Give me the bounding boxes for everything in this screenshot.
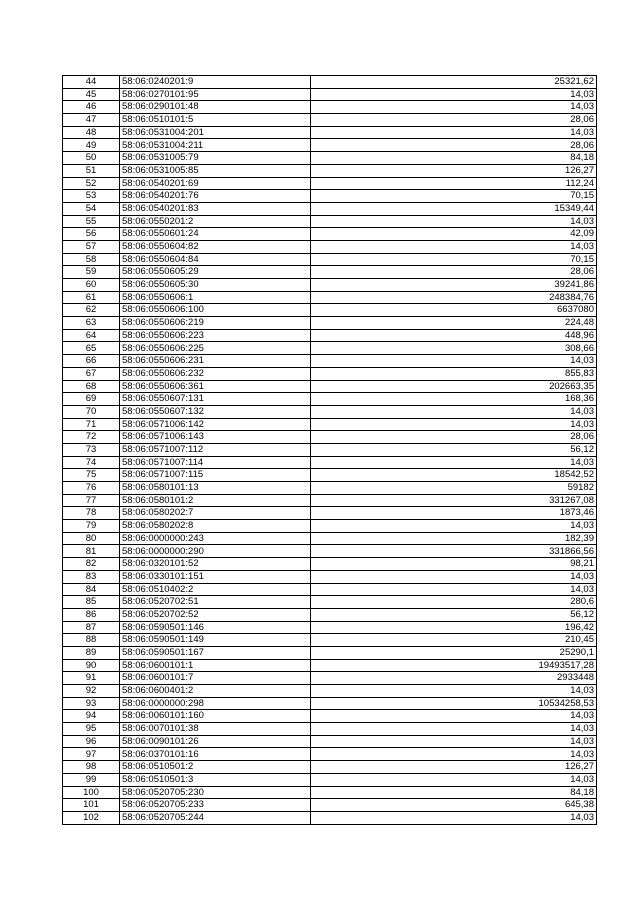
table-row bbox=[63, 748, 597, 761]
table-row bbox=[63, 215, 597, 228]
value-cell: 59182 bbox=[311, 482, 597, 495]
value-cell: 14,03 bbox=[311, 748, 597, 761]
value-cell: 14,03 bbox=[311, 811, 597, 824]
cadastral-number-cell: 58:06:0600101:1 bbox=[120, 659, 311, 672]
value-cell: 14,03 bbox=[311, 418, 597, 431]
cadastral-number-cell: 58:06:0370101:16 bbox=[120, 748, 311, 761]
table-row bbox=[63, 177, 597, 190]
value-cell: 248384,76 bbox=[311, 291, 597, 304]
row-number-cell: 69 bbox=[63, 393, 120, 406]
table-body bbox=[63, 76, 597, 825]
table-row bbox=[63, 558, 597, 571]
table-row bbox=[63, 88, 597, 101]
row-number-cell: 92 bbox=[63, 685, 120, 698]
value-cell: 2933448 bbox=[311, 672, 597, 685]
table-row bbox=[63, 469, 597, 482]
row-number-cell: 66 bbox=[63, 355, 120, 368]
value-cell: 56,12 bbox=[311, 443, 597, 456]
cadastral-number-cell: 58:06:0000000:243 bbox=[120, 532, 311, 545]
cadastral-number-cell: 58:06:0550606:1 bbox=[120, 291, 311, 304]
row-number-cell: 83 bbox=[63, 570, 120, 583]
cadastral-number-cell: 58:06:0550607:131 bbox=[120, 393, 311, 406]
row-number-cell: 84 bbox=[63, 583, 120, 596]
value-cell: 14,03 bbox=[311, 710, 597, 723]
row-number-cell: 78 bbox=[63, 507, 120, 520]
row-number-cell: 58 bbox=[63, 253, 120, 266]
table-row bbox=[63, 710, 597, 723]
row-number-cell: 99 bbox=[63, 773, 120, 786]
table-row bbox=[63, 456, 597, 469]
cadastral-number-cell: 58:06:0580101:13 bbox=[120, 482, 311, 495]
table-row bbox=[63, 126, 597, 139]
row-number-cell: 62 bbox=[63, 304, 120, 317]
cadastral-number-cell: 58:06:0000000:298 bbox=[120, 697, 311, 710]
cadastral-number-cell: 58:06:0531004:211 bbox=[120, 139, 311, 152]
table-row bbox=[63, 443, 597, 456]
cadastral-number-cell: 58:06:0571007:112 bbox=[120, 443, 311, 456]
value-cell: 14,03 bbox=[311, 723, 597, 736]
value-cell: 39241,86 bbox=[311, 279, 597, 292]
value-cell: 56,12 bbox=[311, 608, 597, 621]
table-row bbox=[63, 646, 597, 659]
value-cell: 855,83 bbox=[311, 367, 597, 380]
cadastral-number-cell: 58:06:0330101:151 bbox=[120, 570, 311, 583]
table-row bbox=[63, 279, 597, 292]
value-cell: 224,48 bbox=[311, 317, 597, 330]
cadastral-number-cell: 58:06:0510101:5 bbox=[120, 114, 311, 127]
table-row bbox=[63, 329, 597, 342]
value-cell: 196,42 bbox=[311, 621, 597, 634]
row-number-cell: 54 bbox=[63, 202, 120, 215]
row-number-cell: 45 bbox=[63, 88, 120, 101]
cadastral-number-cell: 58:06:0590501:167 bbox=[120, 646, 311, 659]
value-cell: 28,06 bbox=[311, 266, 597, 279]
table-row bbox=[63, 761, 597, 774]
row-number-cell: 49 bbox=[63, 139, 120, 152]
value-cell: 308,66 bbox=[311, 342, 597, 355]
table-row bbox=[63, 114, 597, 127]
row-number-cell: 74 bbox=[63, 456, 120, 469]
table-row bbox=[63, 672, 597, 685]
row-number-cell: 71 bbox=[63, 418, 120, 431]
cadastral-number-cell: 58:06:0550605:29 bbox=[120, 266, 311, 279]
table-row bbox=[63, 596, 597, 609]
value-cell: 14,03 bbox=[311, 520, 597, 533]
table-row bbox=[63, 228, 597, 241]
cadastral-number-cell: 58:06:0550605:30 bbox=[120, 279, 311, 292]
row-number-cell: 47 bbox=[63, 114, 120, 127]
row-number-cell: 44 bbox=[63, 76, 120, 89]
table-row bbox=[63, 507, 597, 520]
cadastral-number-cell: 58:06:0580202:8 bbox=[120, 520, 311, 533]
table-row bbox=[63, 431, 597, 444]
table-row bbox=[63, 659, 597, 672]
row-number-cell: 87 bbox=[63, 621, 120, 634]
table-row bbox=[63, 342, 597, 355]
value-cell: 331267,08 bbox=[311, 494, 597, 507]
row-number-cell: 100 bbox=[63, 786, 120, 799]
value-cell: 210,45 bbox=[311, 634, 597, 647]
cadastral-number-cell: 58:06:0580101:2 bbox=[120, 494, 311, 507]
cadastral-number-cell: 58:06:0520705:230 bbox=[120, 786, 311, 799]
table-row bbox=[63, 367, 597, 380]
value-cell: 14,03 bbox=[311, 735, 597, 748]
table-row bbox=[63, 405, 597, 418]
cadastral-number-cell: 58:06:0550606:219 bbox=[120, 317, 311, 330]
value-cell: 448,96 bbox=[311, 329, 597, 342]
value-cell: 14,03 bbox=[311, 215, 597, 228]
row-number-cell: 86 bbox=[63, 608, 120, 621]
cadastral-number-cell: 58:06:0571007:115 bbox=[120, 469, 311, 482]
row-number-cell: 80 bbox=[63, 532, 120, 545]
table-row bbox=[63, 202, 597, 215]
value-cell: 331866,56 bbox=[311, 545, 597, 558]
row-number-cell: 50 bbox=[63, 152, 120, 165]
value-cell: 6637080 bbox=[311, 304, 597, 317]
table-row bbox=[63, 76, 597, 89]
value-cell: 10534258,53 bbox=[311, 697, 597, 710]
value-cell: 14,03 bbox=[311, 126, 597, 139]
row-number-cell: 68 bbox=[63, 380, 120, 393]
table-row bbox=[63, 697, 597, 710]
cadastral-number-cell: 58:06:0550606:225 bbox=[120, 342, 311, 355]
value-cell: 14,03 bbox=[311, 583, 597, 596]
table-row bbox=[63, 266, 597, 279]
cadastral-number-cell: 58:06:0270101:95 bbox=[120, 88, 311, 101]
cadastral-number-cell: 58:06:0290101:48 bbox=[120, 101, 311, 114]
row-number-cell: 73 bbox=[63, 443, 120, 456]
cadastral-number-cell: 58:06:0090101:26 bbox=[120, 735, 311, 748]
cadastral-number-cell: 58:06:0550601:24 bbox=[120, 228, 311, 241]
cadastral-number-cell: 58:06:0520705:233 bbox=[120, 799, 311, 812]
value-cell: 14,03 bbox=[311, 355, 597, 368]
value-cell: 25321,62 bbox=[311, 76, 597, 89]
cadastral-number-cell: 58:06:0590501:146 bbox=[120, 621, 311, 634]
cadastral-number-cell: 58:06:0520705:244 bbox=[120, 811, 311, 824]
value-cell: 14,03 bbox=[311, 773, 597, 786]
value-cell: 1873,46 bbox=[311, 507, 597, 520]
cadastral-number-cell: 58:06:0600401:2 bbox=[120, 685, 311, 698]
row-number-cell: 97 bbox=[63, 748, 120, 761]
table-row bbox=[63, 291, 597, 304]
value-cell: 182,39 bbox=[311, 532, 597, 545]
cadastral-number-cell: 58:06:0320101:52 bbox=[120, 558, 311, 571]
value-cell: 14,03 bbox=[311, 456, 597, 469]
row-number-cell: 63 bbox=[63, 317, 120, 330]
cadastral-number-cell: 58:06:0550607:132 bbox=[120, 405, 311, 418]
row-number-cell: 75 bbox=[63, 469, 120, 482]
cadastral-number-cell: 58:06:0580202:7 bbox=[120, 507, 311, 520]
table-row bbox=[63, 735, 597, 748]
row-number-cell: 64 bbox=[63, 329, 120, 342]
table-row bbox=[63, 811, 597, 824]
cadastral-number-cell: 58:06:0600101:7 bbox=[120, 672, 311, 685]
value-cell: 98,21 bbox=[311, 558, 597, 571]
row-number-cell: 79 bbox=[63, 520, 120, 533]
cadastral-number-cell: 58:06:0550606:223 bbox=[120, 329, 311, 342]
row-number-cell: 90 bbox=[63, 659, 120, 672]
value-cell: 126,27 bbox=[311, 761, 597, 774]
table-row bbox=[63, 621, 597, 634]
cadastral-number-cell: 58:06:0571007:114 bbox=[120, 456, 311, 469]
table-row bbox=[63, 773, 597, 786]
cadastral-number-cell: 58:06:0240201:9 bbox=[120, 76, 311, 89]
cadastral-number-cell: 58:06:0550606:232 bbox=[120, 367, 311, 380]
value-cell: 14,03 bbox=[311, 240, 597, 253]
value-cell: 15349,44 bbox=[311, 202, 597, 215]
value-cell: 28,06 bbox=[311, 431, 597, 444]
cadastral-number-cell: 58:06:0510402:2 bbox=[120, 583, 311, 596]
value-cell: 14,03 bbox=[311, 685, 597, 698]
row-number-cell: 46 bbox=[63, 101, 120, 114]
row-number-cell: 51 bbox=[63, 164, 120, 177]
cadastral-number-cell: 58:06:0531005:79 bbox=[120, 152, 311, 165]
row-number-cell: 85 bbox=[63, 596, 120, 609]
table-row bbox=[63, 164, 597, 177]
cadastral-number-cell: 58:06:0590501:149 bbox=[120, 634, 311, 647]
table-row bbox=[63, 101, 597, 114]
row-number-cell: 93 bbox=[63, 697, 120, 710]
row-number-cell: 60 bbox=[63, 279, 120, 292]
table-row bbox=[63, 482, 597, 495]
value-cell: 202663,35 bbox=[311, 380, 597, 393]
table-row bbox=[63, 570, 597, 583]
table-row bbox=[63, 494, 597, 507]
row-number-cell: 95 bbox=[63, 723, 120, 736]
row-number-cell: 72 bbox=[63, 431, 120, 444]
table-row bbox=[63, 545, 597, 558]
table-row bbox=[63, 532, 597, 545]
table-row bbox=[63, 418, 597, 431]
row-number-cell: 81 bbox=[63, 545, 120, 558]
row-number-cell: 55 bbox=[63, 215, 120, 228]
row-number-cell: 88 bbox=[63, 634, 120, 647]
cadastral-number-cell: 58:06:0531005:85 bbox=[120, 164, 311, 177]
row-number-cell: 65 bbox=[63, 342, 120, 355]
table-row bbox=[63, 723, 597, 736]
table-row bbox=[63, 317, 597, 330]
row-number-cell: 56 bbox=[63, 228, 120, 241]
row-number-cell: 101 bbox=[63, 799, 120, 812]
value-cell: 112,24 bbox=[311, 177, 597, 190]
cadastral-number-cell: 58:06:0571006:143 bbox=[120, 431, 311, 444]
cadastral-number-cell: 58:06:0550604:84 bbox=[120, 253, 311, 266]
table-row bbox=[63, 685, 597, 698]
cadastral-number-cell: 58:06:0550606:231 bbox=[120, 355, 311, 368]
cadastral-number-cell: 58:06:0550606:100 bbox=[120, 304, 311, 317]
table-row bbox=[63, 634, 597, 647]
row-number-cell: 61 bbox=[63, 291, 120, 304]
value-cell: 70,15 bbox=[311, 190, 597, 203]
cadastral-number-cell: 58:06:0550201:2 bbox=[120, 215, 311, 228]
cadastral-number-cell: 58:06:0540201:83 bbox=[120, 202, 311, 215]
table-row bbox=[63, 380, 597, 393]
value-cell: 14,03 bbox=[311, 405, 597, 418]
value-cell: 70,15 bbox=[311, 253, 597, 266]
row-number-cell: 102 bbox=[63, 811, 120, 824]
value-cell: 645,38 bbox=[311, 799, 597, 812]
cadastral-number-cell: 58:06:0000000:290 bbox=[120, 545, 311, 558]
value-cell: 280,6 bbox=[311, 596, 597, 609]
row-number-cell: 82 bbox=[63, 558, 120, 571]
table-row bbox=[63, 304, 597, 317]
cadastral-number-cell: 58:06:0520702:51 bbox=[120, 596, 311, 609]
value-cell: 42,09 bbox=[311, 228, 597, 241]
table-row bbox=[63, 786, 597, 799]
table-row bbox=[63, 139, 597, 152]
table-row bbox=[63, 608, 597, 621]
value-cell: 84,18 bbox=[311, 786, 597, 799]
row-number-cell: 59 bbox=[63, 266, 120, 279]
cadastral-number-cell: 58:06:0510501:3 bbox=[120, 773, 311, 786]
table-row bbox=[63, 152, 597, 165]
value-cell: 28,06 bbox=[311, 139, 597, 152]
value-cell: 14,03 bbox=[311, 101, 597, 114]
cadastral-number-cell: 58:06:0070101:38 bbox=[120, 723, 311, 736]
row-number-cell: 76 bbox=[63, 482, 120, 495]
row-number-cell: 91 bbox=[63, 672, 120, 685]
table-row bbox=[63, 393, 597, 406]
value-cell: 25290,1 bbox=[311, 646, 597, 659]
row-number-cell: 67 bbox=[63, 367, 120, 380]
row-number-cell: 77 bbox=[63, 494, 120, 507]
value-cell: 14,03 bbox=[311, 88, 597, 101]
cadastral-number-cell: 58:06:0510501:2 bbox=[120, 761, 311, 774]
cadastral-table bbox=[62, 75, 597, 825]
row-number-cell: 53 bbox=[63, 190, 120, 203]
value-cell: 14,03 bbox=[311, 570, 597, 583]
cadastral-number-cell: 58:06:0540201:76 bbox=[120, 190, 311, 203]
value-cell: 18542,52 bbox=[311, 469, 597, 482]
table-row bbox=[63, 190, 597, 203]
row-number-cell: 94 bbox=[63, 710, 120, 723]
cadastral-number-cell: 58:06:0060101:160 bbox=[120, 710, 311, 723]
value-cell: 84,18 bbox=[311, 152, 597, 165]
row-number-cell: 57 bbox=[63, 240, 120, 253]
value-cell: 168,36 bbox=[311, 393, 597, 406]
cadastral-number-cell: 58:06:0550604:82 bbox=[120, 240, 311, 253]
row-number-cell: 96 bbox=[63, 735, 120, 748]
table-row bbox=[63, 520, 597, 533]
table-row bbox=[63, 799, 597, 812]
cadastral-number-cell: 58:06:0540201:69 bbox=[120, 177, 311, 190]
cadastral-number-cell: 58:06:0550606:361 bbox=[120, 380, 311, 393]
row-number-cell: 48 bbox=[63, 126, 120, 139]
row-number-cell: 98 bbox=[63, 761, 120, 774]
cadastral-number-cell: 58:06:0520702:52 bbox=[120, 608, 311, 621]
table-row bbox=[63, 583, 597, 596]
cadastral-number-cell: 58:06:0571006:142 bbox=[120, 418, 311, 431]
row-number-cell: 89 bbox=[63, 646, 120, 659]
row-number-cell: 52 bbox=[63, 177, 120, 190]
value-cell: 19493517,28 bbox=[311, 659, 597, 672]
value-cell: 126,27 bbox=[311, 164, 597, 177]
table-row bbox=[63, 253, 597, 266]
table-row bbox=[63, 240, 597, 253]
row-number-cell: 70 bbox=[63, 405, 120, 418]
cadastral-number-cell: 58:06:0531004:201 bbox=[120, 126, 311, 139]
table-row bbox=[63, 355, 597, 368]
value-cell: 28,06 bbox=[311, 114, 597, 127]
